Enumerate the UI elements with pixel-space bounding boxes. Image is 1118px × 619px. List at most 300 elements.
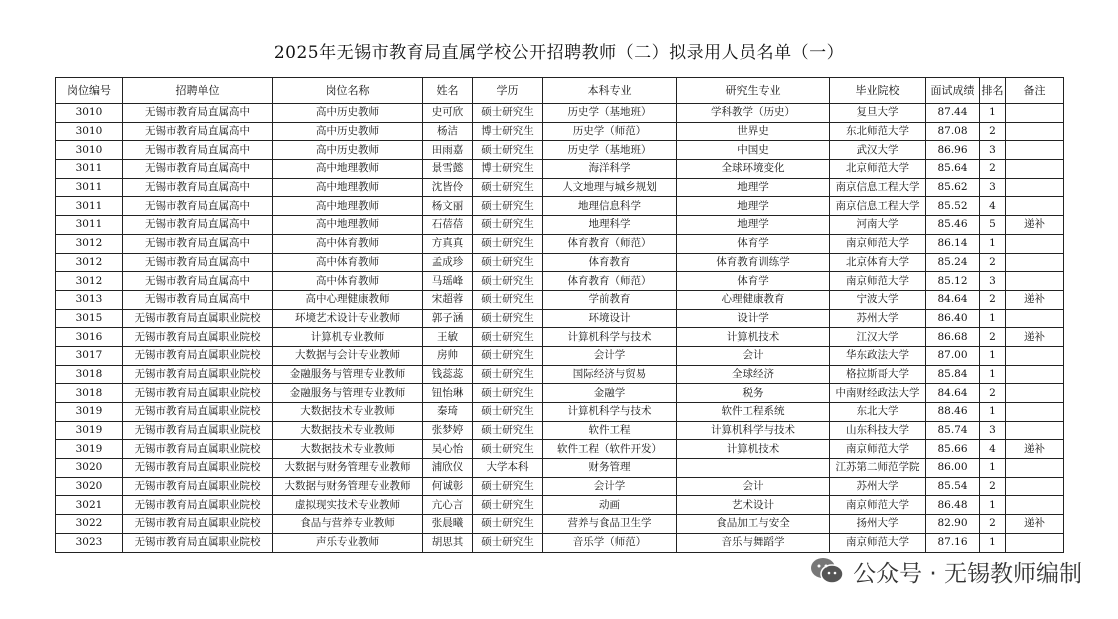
cell-name: 张梦婷 [423, 421, 473, 440]
cell-rank: 1 [980, 459, 1006, 478]
cell-remark [1006, 496, 1064, 515]
cell-university: 南京师范大学 [830, 234, 926, 253]
cell-post-name: 高中历史教师 [273, 122, 423, 141]
cell-recruiting-unit: 无锡市教育局直属职业院校 [123, 365, 273, 384]
cell-name: 方真真 [423, 234, 473, 253]
table-row [56, 122, 1064, 141]
cell-post-code: 3019 [56, 440, 123, 459]
cell-post-code: 3023 [56, 533, 123, 552]
table-row [56, 160, 1064, 179]
cell-graduate-major: 全球经济 [677, 365, 830, 384]
cell-interview-score: 87.00 [926, 346, 980, 365]
cell-name: 景雪懿 [423, 160, 473, 179]
cell-post-name: 大数据与财务管理专业教师 [273, 477, 423, 496]
cell-undergrad-major: 体育教育（师范） [543, 234, 677, 253]
cell-undergrad-major: 人文地理与城乡规划 [543, 178, 677, 197]
table-row [56, 459, 1064, 478]
cell-recruiting-unit: 无锡市教育局直属高中 [123, 234, 273, 253]
cell-rank: 2 [980, 160, 1006, 179]
cell-undergrad-major: 金融学 [543, 384, 677, 403]
cell-remark: 递补 [1006, 515, 1064, 534]
cell-university: 南京师范大学 [830, 272, 926, 291]
cell-remark [1006, 403, 1064, 422]
cell-university: 南京师范大学 [830, 440, 926, 459]
cell-graduate-major: 中国史 [677, 141, 830, 160]
cell-university: 东北大学 [830, 403, 926, 422]
cell-remark [1006, 197, 1064, 216]
table-row [56, 384, 1064, 403]
cell-post-name: 金融服务与管理专业教师 [273, 365, 423, 384]
cell-undergrad-major: 软件工程（软件开发） [543, 440, 677, 459]
cell-graduate-major: 艺术设计 [677, 496, 830, 515]
cell-interview-score: 84.64 [926, 384, 980, 403]
header-recruiting-unit: 招聘单位 [123, 78, 273, 104]
header-graduate-major: 研究生专业 [677, 78, 830, 104]
cell-post-name: 高中体育教师 [273, 253, 423, 272]
cell-remark [1006, 384, 1064, 403]
cell-undergrad-major: 环境设计 [543, 309, 677, 328]
cell-post-name: 高中地理教师 [273, 160, 423, 179]
cell-degree: 硕士研究生 [473, 384, 543, 403]
cell-graduate-major [677, 459, 830, 478]
cell-remark [1006, 253, 1064, 272]
cell-recruiting-unit: 无锡市教育局直属高中 [123, 290, 273, 309]
cell-rank: 1 [980, 104, 1006, 123]
cell-university: 华东政法大学 [830, 346, 926, 365]
cell-undergrad-major: 软件工程 [543, 421, 677, 440]
cell-degree: 硕士研究生 [473, 533, 543, 552]
header-university: 毕业院校 [830, 78, 926, 104]
cell-degree: 硕士研究生 [473, 309, 543, 328]
wechat-icon [809, 556, 845, 586]
cell-recruiting-unit: 无锡市教育局直属职业院校 [123, 496, 273, 515]
cell-undergrad-major: 动画 [543, 496, 677, 515]
cell-post-code: 3011 [56, 160, 123, 179]
cell-rank: 3 [980, 178, 1006, 197]
cell-degree: 博士研究生 [473, 122, 543, 141]
cell-degree: 硕士研究生 [473, 515, 543, 534]
cell-post-name: 环境艺术设计专业教师 [273, 309, 423, 328]
cell-post-code: 3012 [56, 272, 123, 291]
cell-remark [1006, 104, 1064, 123]
cell-graduate-major: 计算机技术 [677, 328, 830, 347]
cell-interview-score: 87.16 [926, 533, 980, 552]
cell-recruiting-unit: 无锡市教育局直属职业院校 [123, 384, 273, 403]
cell-university: 格拉斯哥大学 [830, 365, 926, 384]
table-row [56, 440, 1064, 459]
cell-undergrad-major: 音乐学（师范） [543, 533, 677, 552]
cell-graduate-major: 会计 [677, 346, 830, 365]
cell-post-name: 大数据技术专业教师 [273, 403, 423, 422]
cell-rank: 1 [980, 403, 1006, 422]
cell-post-name: 高中地理教师 [273, 178, 423, 197]
cell-remark: 递补 [1006, 440, 1064, 459]
cell-post-code: 3013 [56, 290, 123, 309]
cell-interview-score: 85.52 [926, 197, 980, 216]
cell-degree: 硕士研究生 [473, 197, 543, 216]
cell-post-name: 大数据与会计专业教师 [273, 346, 423, 365]
cell-interview-score: 86.00 [926, 459, 980, 478]
cell-undergrad-major: 国际经济与贸易 [543, 365, 677, 384]
cell-university: 山东科技大学 [830, 421, 926, 440]
table-row [56, 234, 1064, 253]
cell-undergrad-major: 财务管理 [543, 459, 677, 478]
cell-university: 南京师范大学 [830, 496, 926, 515]
cell-recruiting-unit: 无锡市教育局直属高中 [123, 178, 273, 197]
cell-university: 北京师范大学 [830, 160, 926, 179]
cell-name: 宋超蓉 [423, 290, 473, 309]
cell-rank: 2 [980, 122, 1006, 141]
cell-post-code: 3022 [56, 515, 123, 534]
cell-degree: 硕士研究生 [473, 346, 543, 365]
cell-degree: 硕士研究生 [473, 253, 543, 272]
cell-undergrad-major: 计算机科学与技术 [543, 328, 677, 347]
cell-university: 北京体育大学 [830, 253, 926, 272]
cell-post-name: 高中地理教师 [273, 197, 423, 216]
table-row [56, 104, 1064, 123]
cell-rank: 2 [980, 477, 1006, 496]
cell-rank: 1 [980, 533, 1006, 552]
header-undergrad-major: 本科专业 [543, 78, 677, 104]
cell-recruiting-unit: 无锡市教育局直属高中 [123, 160, 273, 179]
cell-rank: 4 [980, 440, 1006, 459]
cell-university: 宁波大学 [830, 290, 926, 309]
cell-post-name: 大数据技术专业教师 [273, 421, 423, 440]
cell-name: 石蓓蓓 [423, 216, 473, 235]
cell-undergrad-major: 历史学（基地班） [543, 141, 677, 160]
cell-recruiting-unit: 无锡市教育局直属高中 [123, 141, 273, 160]
cell-name: 秦琦 [423, 403, 473, 422]
header-remark: 备注 [1006, 78, 1064, 104]
cell-graduate-major: 音乐与舞蹈学 [677, 533, 830, 552]
cell-post-name: 食品与营养专业教师 [273, 515, 423, 534]
cell-post-code: 3021 [56, 496, 123, 515]
cell-name: 郭子涵 [423, 309, 473, 328]
cell-post-name: 计算机专业教师 [273, 328, 423, 347]
cell-remark [1006, 141, 1064, 160]
cell-university: 复旦大学 [830, 104, 926, 123]
cell-university: 江苏第二师范学院 [830, 459, 926, 478]
cell-university: 扬州大学 [830, 515, 926, 534]
cell-undergrad-major: 会计学 [543, 346, 677, 365]
cell-graduate-major: 心理健康教育 [677, 290, 830, 309]
cell-rank: 1 [980, 365, 1006, 384]
table-row [56, 141, 1064, 160]
cell-interview-score: 85.62 [926, 178, 980, 197]
cell-name: 田雨嘉 [423, 141, 473, 160]
cell-post-code: 3010 [56, 141, 123, 160]
table-row [56, 365, 1064, 384]
cell-recruiting-unit: 无锡市教育局直属职业院校 [123, 515, 273, 534]
cell-rank: 2 [980, 515, 1006, 534]
cell-interview-score: 86.48 [926, 496, 980, 515]
cell-remark [1006, 421, 1064, 440]
cell-recruiting-unit: 无锡市教育局直属职业院校 [123, 421, 273, 440]
cell-undergrad-major: 历史学（师范） [543, 122, 677, 141]
wechat-watermark [805, 553, 1086, 589]
cell-graduate-major: 体育学 [677, 234, 830, 253]
table-row [56, 403, 1064, 422]
cell-university: 苏州大学 [830, 477, 926, 496]
table-row [56, 421, 1064, 440]
cell-graduate-major: 地理学 [677, 197, 830, 216]
cell-name: 吴心怡 [423, 440, 473, 459]
cell-post-code: 3011 [56, 197, 123, 216]
cell-graduate-major: 设计学 [677, 309, 830, 328]
cell-name: 王敏 [423, 328, 473, 347]
cell-interview-score: 88.46 [926, 403, 980, 422]
table-row [56, 477, 1064, 496]
cell-remark [1006, 459, 1064, 478]
table-row [56, 272, 1064, 291]
table-row [56, 178, 1064, 197]
cell-recruiting-unit: 无锡市教育局直属高中 [123, 104, 273, 123]
cell-post-name: 高中体育教师 [273, 272, 423, 291]
cell-undergrad-major: 历史学（基地班） [543, 104, 677, 123]
cell-recruiting-unit: 无锡市教育局直属职业院校 [123, 459, 273, 478]
cell-rank: 4 [980, 197, 1006, 216]
cell-university: 南京信息工程大学 [830, 178, 926, 197]
cell-university: 苏州大学 [830, 309, 926, 328]
table-header-row [56, 78, 1064, 104]
header-degree: 学历 [473, 78, 543, 104]
cell-interview-score: 87.44 [926, 104, 980, 123]
header-rank: 排名 [980, 78, 1006, 104]
cell-degree: 硕士研究生 [473, 141, 543, 160]
cell-degree: 硕士研究生 [473, 496, 543, 515]
cell-rank: 1 [980, 496, 1006, 515]
cell-remark [1006, 234, 1064, 253]
cell-post-code: 3019 [56, 403, 123, 422]
cell-university: 中南财经政法大学 [830, 384, 926, 403]
cell-graduate-major: 地理学 [677, 216, 830, 235]
cell-degree: 硕士研究生 [473, 421, 543, 440]
cell-remark [1006, 477, 1064, 496]
cell-degree: 硕士研究生 [473, 272, 543, 291]
cell-post-name: 高中历史教师 [273, 141, 423, 160]
cell-degree: 硕士研究生 [473, 290, 543, 309]
cell-remark [1006, 178, 1064, 197]
cell-degree: 硕士研究生 [473, 403, 543, 422]
cell-interview-score: 85.12 [926, 272, 980, 291]
cell-post-code: 3010 [56, 104, 123, 123]
table-row [56, 216, 1064, 235]
cell-interview-score: 85.46 [926, 216, 980, 235]
cell-post-name: 高中地理教师 [273, 216, 423, 235]
cell-undergrad-major: 计算机科学与技术 [543, 403, 677, 422]
page-title: 2025年无锡市教育局直属学校公开招聘教师（二）拟录用人员名单（一） [273, 43, 845, 63]
cell-graduate-major: 世界史 [677, 122, 830, 141]
cell-rank: 3 [980, 272, 1006, 291]
cell-remark: 递补 [1006, 328, 1064, 347]
cell-remark [1006, 160, 1064, 179]
cell-undergrad-major: 地理科学 [543, 216, 677, 235]
cell-rank: 1 [980, 309, 1006, 328]
cell-remark [1006, 272, 1064, 291]
header-post-code: 岗位编号 [56, 78, 123, 104]
cell-post-code: 3016 [56, 328, 123, 347]
cell-interview-score: 85.54 [926, 477, 980, 496]
cell-rank: 5 [980, 216, 1006, 235]
cell-post-name: 高中历史教师 [273, 104, 423, 123]
table-row [56, 515, 1064, 534]
cell-post-code: 3012 [56, 253, 123, 272]
cell-rank: 2 [980, 384, 1006, 403]
cell-rank: 1 [980, 234, 1006, 253]
cell-undergrad-major: 地理信息科学 [543, 197, 677, 216]
cell-remark [1006, 533, 1064, 552]
cell-recruiting-unit: 无锡市教育局直属职业院校 [123, 477, 273, 496]
header-interview-score: 面试成绩 [926, 78, 980, 104]
cell-post-code: 3011 [56, 178, 123, 197]
cell-degree: 博士研究生 [473, 160, 543, 179]
table-row [56, 496, 1064, 515]
cell-post-code: 3019 [56, 421, 123, 440]
cell-graduate-major: 计算机科学与技术 [677, 421, 830, 440]
cell-recruiting-unit: 无锡市教育局直属职业院校 [123, 309, 273, 328]
cell-degree: 硕士研究生 [473, 178, 543, 197]
cell-university: 武汉大学 [830, 141, 926, 160]
cell-degree: 硕士研究生 [473, 216, 543, 235]
cell-post-name: 金融服务与管理专业教师 [273, 384, 423, 403]
cell-recruiting-unit: 无锡市教育局直属高中 [123, 197, 273, 216]
cell-remark [1006, 365, 1064, 384]
cell-graduate-major: 税务 [677, 384, 830, 403]
cell-name: 房帅 [423, 346, 473, 365]
cell-interview-score: 86.68 [926, 328, 980, 347]
cell-recruiting-unit: 无锡市教育局直属高中 [123, 272, 273, 291]
cell-name: 史可欣 [423, 104, 473, 123]
cell-name: 杨洁 [423, 122, 473, 141]
cell-undergrad-major: 学前教育 [543, 290, 677, 309]
table-row [56, 328, 1064, 347]
cell-undergrad-major: 体育教育 [543, 253, 677, 272]
cell-post-code: 3018 [56, 384, 123, 403]
cell-interview-score: 85.64 [926, 160, 980, 179]
cell-graduate-major: 地理学 [677, 178, 830, 197]
cell-graduate-major: 全球环境变化 [677, 160, 830, 179]
watermark-text: 公众号 · 无锡教师编制 [853, 560, 1082, 587]
cell-post-code: 3017 [56, 346, 123, 365]
cell-interview-score: 85.74 [926, 421, 980, 440]
cell-university: 河南大学 [830, 216, 926, 235]
candidate-table [55, 77, 1064, 553]
cell-name: 钮怡琳 [423, 384, 473, 403]
cell-post-code: 3011 [56, 216, 123, 235]
cell-recruiting-unit: 无锡市教育局直属高中 [123, 122, 273, 141]
cell-name: 何诚彰 [423, 477, 473, 496]
cell-interview-score: 82.90 [926, 515, 980, 534]
cell-degree: 硕士研究生 [473, 328, 543, 347]
cell-degree: 硕士研究生 [473, 477, 543, 496]
cell-recruiting-unit: 无锡市教育局直属高中 [123, 253, 273, 272]
cell-degree: 大学本科 [473, 459, 543, 478]
table-row [56, 253, 1064, 272]
table-row [56, 533, 1064, 552]
header-post-name: 岗位名称 [273, 78, 423, 104]
table-row [56, 346, 1064, 365]
cell-interview-score: 86.40 [926, 309, 980, 328]
cell-university: 江汉大学 [830, 328, 926, 347]
cell-interview-score: 86.96 [926, 141, 980, 160]
cell-graduate-major: 学科教学（历史） [677, 104, 830, 123]
table-row [56, 197, 1064, 216]
cell-post-name: 高中心理健康教师 [273, 290, 423, 309]
cell-name: 胡思其 [423, 533, 473, 552]
cell-interview-score: 86.14 [926, 234, 980, 253]
cell-university: 南京信息工程大学 [830, 197, 926, 216]
cell-name: 张晨曦 [423, 515, 473, 534]
cell-recruiting-unit: 无锡市教育局直属高中 [123, 216, 273, 235]
cell-post-code: 3020 [56, 459, 123, 478]
cell-graduate-major: 会计 [677, 477, 830, 496]
cell-remark [1006, 122, 1064, 141]
cell-recruiting-unit: 无锡市教育局直属职业院校 [123, 346, 273, 365]
cell-rank: 3 [980, 141, 1006, 160]
cell-name: 亢心言 [423, 496, 473, 515]
cell-post-name: 声乐专业教师 [273, 533, 423, 552]
cell-post-name: 大数据技术专业教师 [273, 440, 423, 459]
cell-interview-score: 85.66 [926, 440, 980, 459]
cell-degree: 硕士研究生 [473, 104, 543, 123]
cell-rank: 2 [980, 253, 1006, 272]
cell-graduate-major: 计算机技术 [677, 440, 830, 459]
cell-recruiting-unit: 无锡市教育局直属职业院校 [123, 533, 273, 552]
cell-graduate-major: 体育学 [677, 272, 830, 291]
cell-undergrad-major: 会计学 [543, 477, 677, 496]
cell-post-name: 高中体育教师 [273, 234, 423, 253]
table-row [56, 309, 1064, 328]
cell-post-name: 虚拟现实技术专业教师 [273, 496, 423, 515]
cell-graduate-major: 食品加工与安全 [677, 515, 830, 534]
cell-post-code: 3010 [56, 122, 123, 141]
cell-interview-score: 84.64 [926, 290, 980, 309]
table-row [56, 290, 1064, 309]
cell-name: 马瑶峰 [423, 272, 473, 291]
cell-graduate-major: 软件工程系统 [677, 403, 830, 422]
cell-rank: 2 [980, 328, 1006, 347]
cell-undergrad-major: 海洋科学 [543, 160, 677, 179]
cell-interview-score: 85.84 [926, 365, 980, 384]
cell-degree: 硕士研究生 [473, 440, 543, 459]
cell-rank: 1 [980, 346, 1006, 365]
cell-post-code: 3018 [56, 365, 123, 384]
cell-remark [1006, 309, 1064, 328]
cell-degree: 硕士研究生 [473, 234, 543, 253]
cell-name: 浦欣仪 [423, 459, 473, 478]
cell-undergrad-major: 体育教育（师范） [543, 272, 677, 291]
cell-university: 东北师范大学 [830, 122, 926, 141]
cell-name: 沈皆伶 [423, 178, 473, 197]
table-body [56, 104, 1064, 553]
cell-undergrad-major: 营养与食品卫生学 [543, 515, 677, 534]
cell-graduate-major: 体育教育训练学 [677, 253, 830, 272]
cell-university: 南京师范大学 [830, 533, 926, 552]
cell-rank: 3 [980, 421, 1006, 440]
cell-post-code: 3020 [56, 477, 123, 496]
cell-interview-score: 87.08 [926, 122, 980, 141]
cell-name: 钱蕊蕊 [423, 365, 473, 384]
cell-degree: 硕士研究生 [473, 365, 543, 384]
cell-interview-score: 85.24 [926, 253, 980, 272]
cell-post-code: 3015 [56, 309, 123, 328]
cell-post-code: 3012 [56, 234, 123, 253]
cell-remark: 递补 [1006, 290, 1064, 309]
cell-recruiting-unit: 无锡市教育局直属职业院校 [123, 440, 273, 459]
cell-remark [1006, 346, 1064, 365]
header-name: 姓名 [423, 78, 473, 104]
cell-remark: 递补 [1006, 216, 1064, 235]
